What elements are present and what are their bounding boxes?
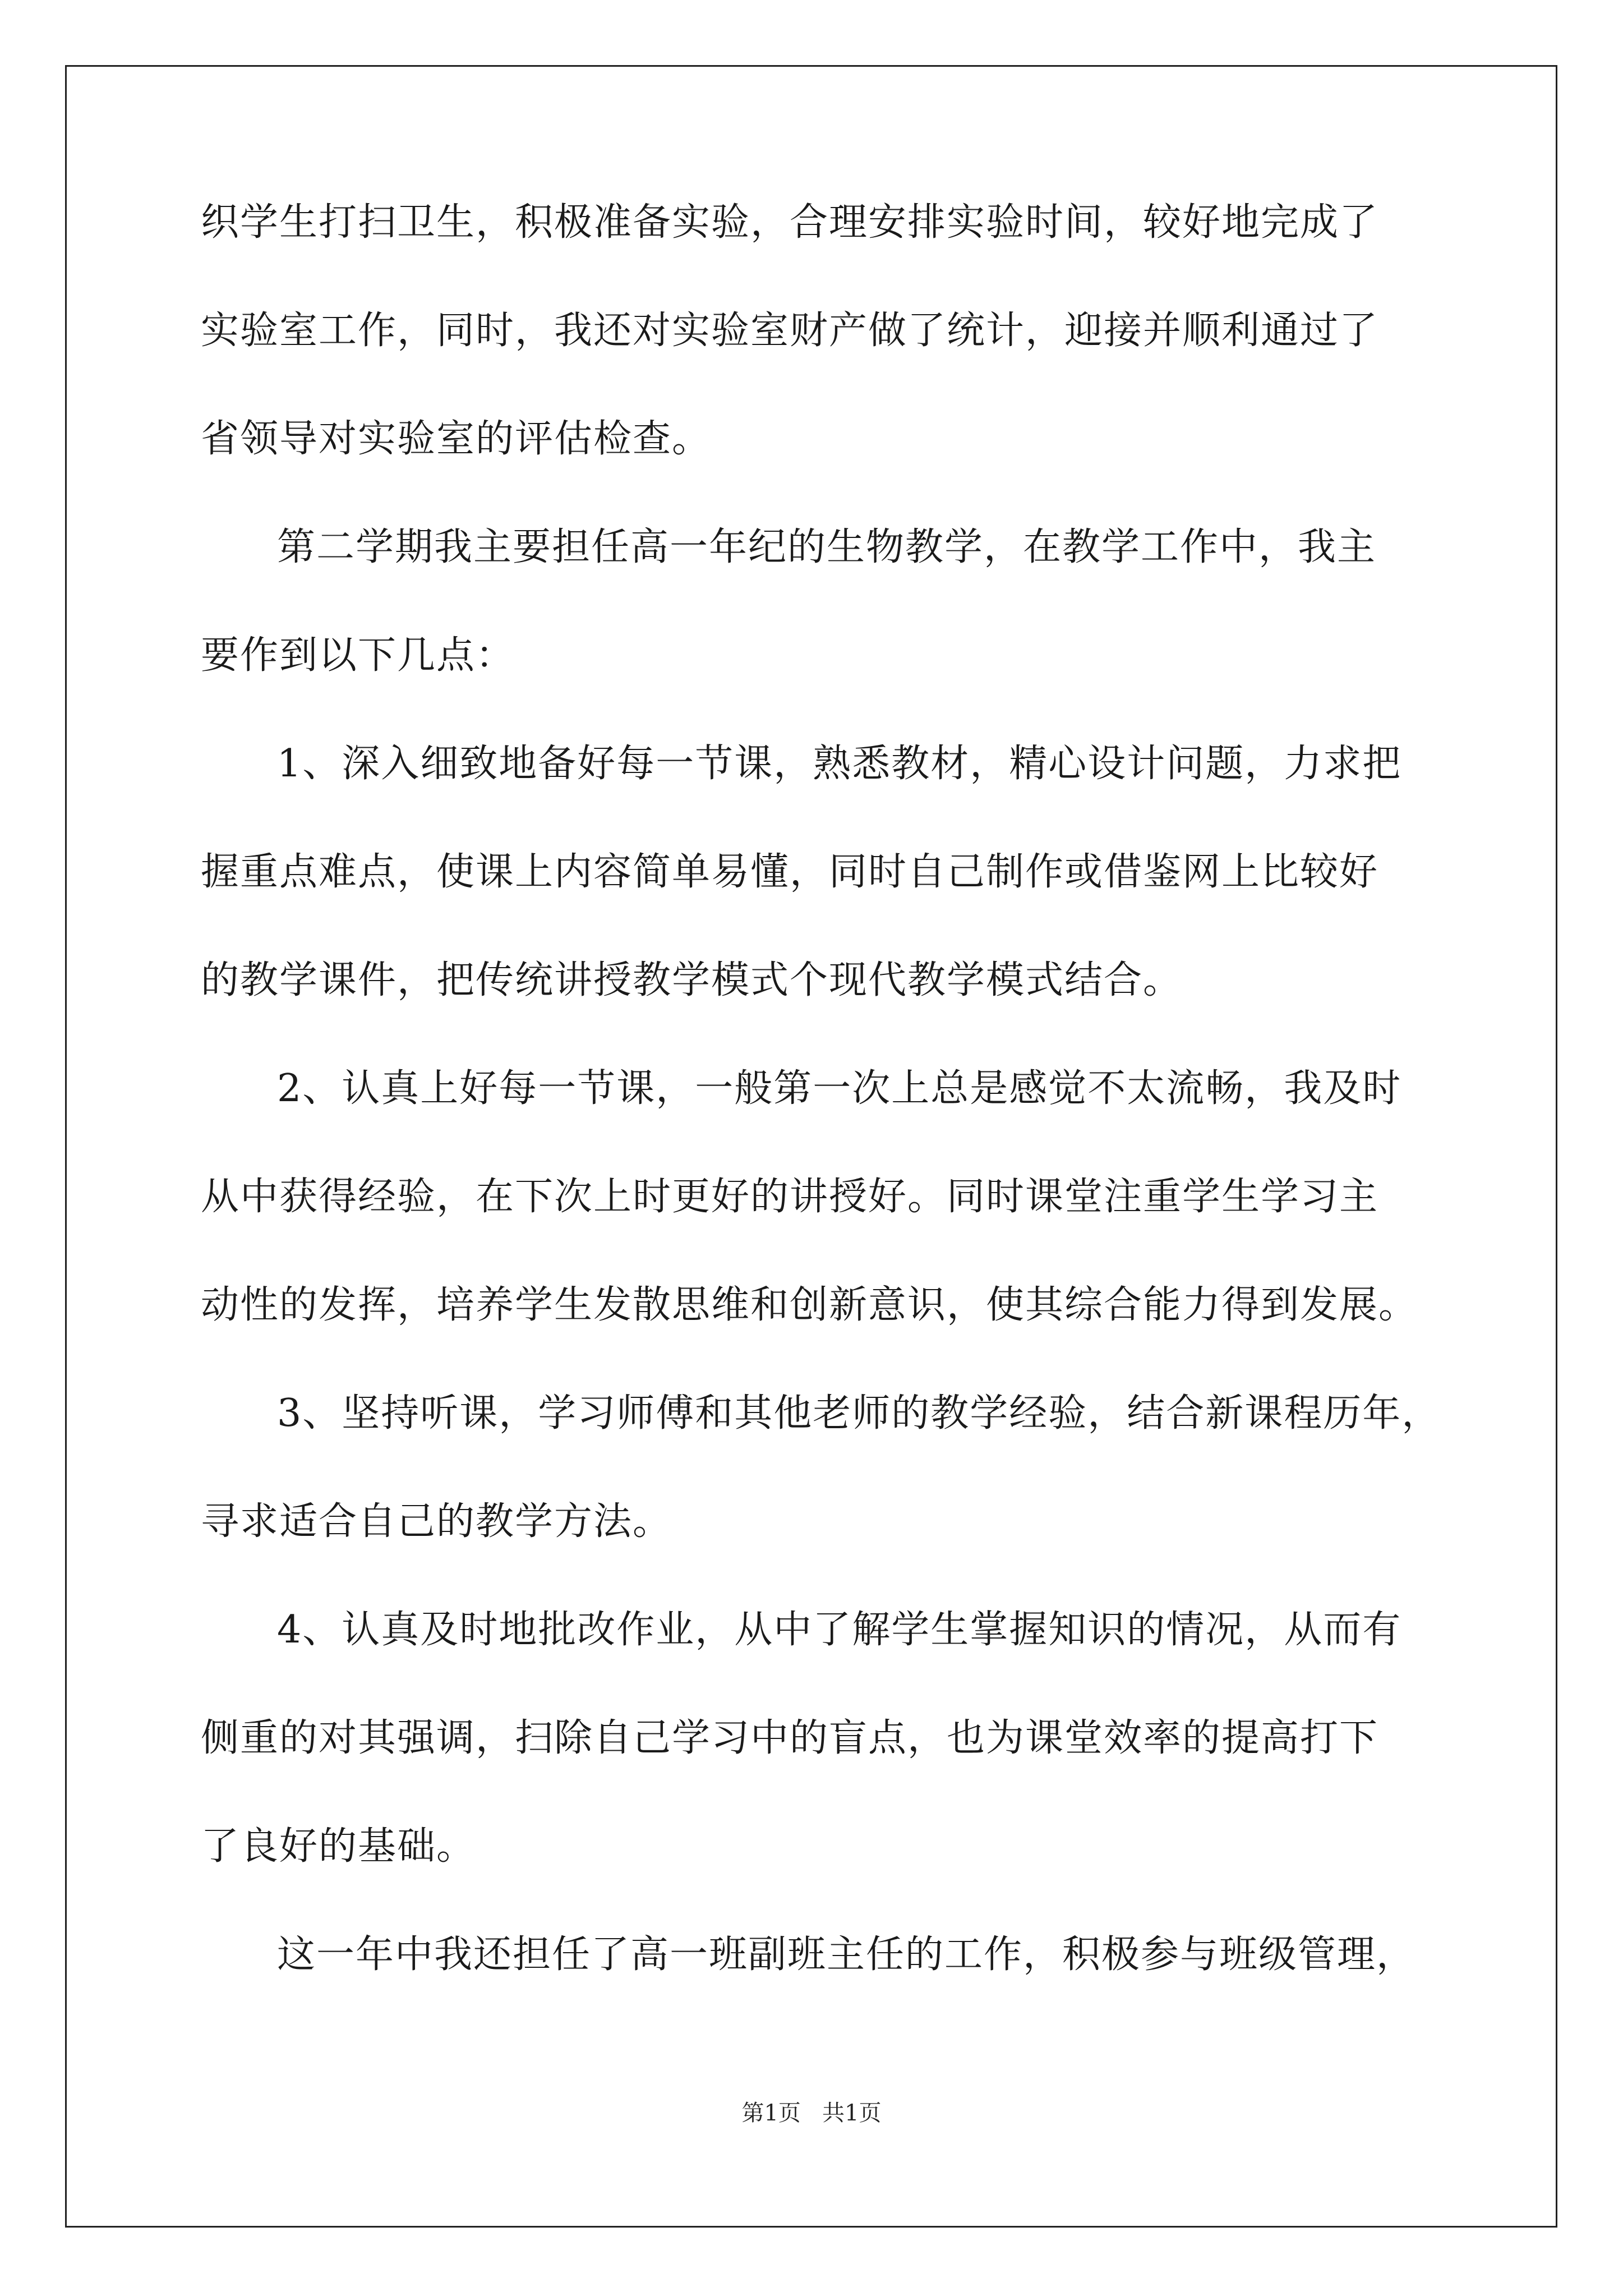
text-line: 省领导对实验室的评估检查。 (201, 417, 712, 461)
text-line: 织学生打扫卫生，积极准备实验，合理安排实验时间，较好地完成了 (201, 200, 1379, 245)
document-body (201, 168, 1440, 2009)
text-line: 的教学课件，把传统讲授教学模式个现代教学模式结合。 (201, 958, 1183, 1002)
text-line: 要作到以下几点： (201, 633, 515, 678)
text-line: 2、认真上好每一节课，一般第一次上总是感觉不太流畅，我及时 (277, 1066, 1402, 1111)
text-line: 实验室工作，同时，我还对实验室财产做了统计，迎接并顺利通过了 (201, 309, 1379, 353)
text-line: 寻求适合自己的教学方法。 (201, 1499, 672, 1544)
text-line: 4、认真及时地批改作业，从中了解学生掌握知识的情况，从而有 (277, 1608, 1402, 1652)
text-line: 第二学期我主要担任高一年纪的生物教学，在教学工作中，我主 (277, 525, 1377, 569)
text-line: 握重点难点，使课上内容简单易懂，同时自己制作或借鉴网上比较好 (201, 850, 1379, 894)
page-number-footer: 第1页 共1页 (741, 2100, 882, 2126)
text-line: 动性的发挥，培养学生发散思维和创新意识，使其综合能力得到发展。 (201, 1283, 1418, 1327)
text-line: 3、坚持听课，学习师傅和其他老师的教学经验，结合新课程历年， (277, 1391, 1441, 1435)
text-line: 这一年中我还担任了高一班副班主任的工作，积极参与班级管理， (277, 1932, 1416, 1977)
text-line: 了良好的基础。 (201, 1824, 476, 1869)
text-line: 侧重的对其强调，扫除自己学习中的盲点，也为课堂效率的提高打下 (201, 1716, 1379, 1760)
text-line: 1、深入细致地备好每一节课，熟悉教材，精心设计问题，力求把 (277, 742, 1402, 786)
text-line: 从中获得经验，在下次上时更好的讲授好。同时课堂注重学生学习主 (201, 1175, 1379, 1219)
